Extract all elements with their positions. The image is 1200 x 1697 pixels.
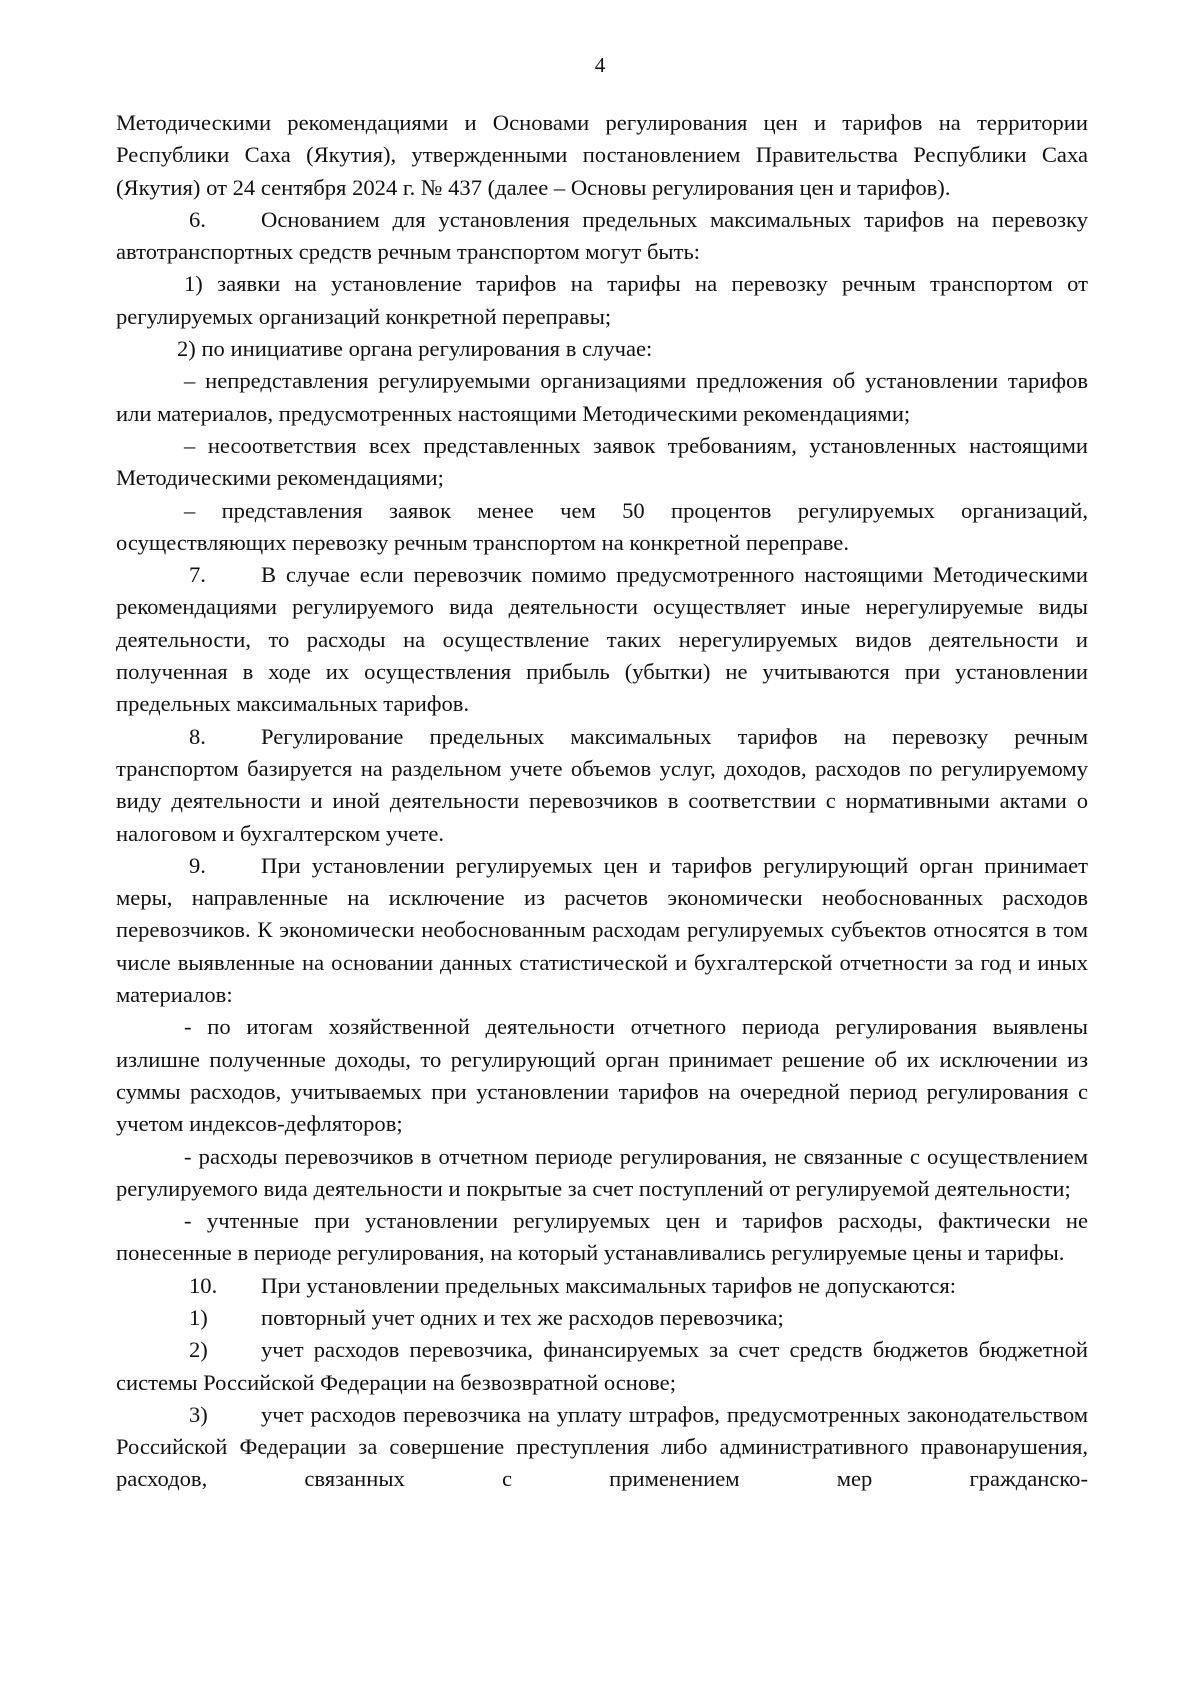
paragraph-text: 2) по инициативе органа регулирования в случае: <box>177 336 653 362</box>
paragraph-text: - расходы перевозчиков в отчетном периоде регулирования, не связанные с осуществлением регулируемого вида деятельности и покрытые за счет поступлений от регулируемой деятельности; <box>116 1143 1088 1201</box>
paragraph-number: 10. <box>189 1272 218 1298</box>
paragraph-number: 1) <box>189 1304 208 1330</box>
paragraph <box>116 365 1088 430</box>
paragraph-number: 6. <box>189 206 206 232</box>
paragraph-text: – представления заявок менее чем 50 процентов регулируемых организаций, осуществляющих перевозку речным транспортом на конкретной переправе. <box>116 497 1088 555</box>
paragraph <box>116 1334 1088 1399</box>
paragraph-text: Методическими рекомендациями и Основами регулирования цен и тарифов на территории Республики Саха (Якутия), утвержденными постановлением Правительства Республики Саха (Якутия) от 24 сентября 2024 г. № 437 (далее – Основы регулирования цен и тарифов). <box>116 110 1088 200</box>
paragraph-text: Регулирование предельных максимальных тарифов на перевозку речным транспортом базируется на раздельном учете объемов услуг, доходов, расходов по регулируемому виду деятельности и иной деятельности перевозчиков в соответствии с нормативными актами о налоговом и бухгалтерском учете. <box>116 723 1088 846</box>
paragraph <box>116 850 1088 1011</box>
paragraph <box>116 1270 1088 1302</box>
paragraph-text: – несоответствия всех представленных заявок требованиям, установленных настоящими Методическими рекомендациями; <box>116 432 1088 491</box>
paragraph <box>116 268 1088 333</box>
paragraph <box>116 1011 1088 1140</box>
paragraph <box>116 559 1088 720</box>
paragraph <box>116 495 1088 560</box>
paragraph <box>116 1205 1088 1270</box>
paragraph-text: Основанием для установления предельных максимальных тарифов на перевозку автотранспортных средств речным транспортом могут быть: <box>116 206 1088 265</box>
paragraph-text: При установлении регулируемых цен и тарифов регулирующий орган принимает меры, направленные на исключение из расчетов экономически необоснованных расходов перевозчиков. К экономически необоснованным расходам регулируемых субъектов относятся в том числе выявленные на основании данных статистической и бухгалтерской отчетности за год и иных материалов: <box>116 852 1088 1008</box>
paragraph-number: 9. <box>189 852 206 878</box>
paragraph <box>116 204 1088 269</box>
document-body <box>116 107 1088 1496</box>
paragraph <box>116 430 1088 495</box>
paragraph <box>116 721 1088 850</box>
paragraph-text: При установлении предельных максимальных тарифов не допускаются: <box>261 1272 957 1298</box>
paragraph-text: повторный учет одних и тех же расходов перевозчика; <box>261 1304 784 1330</box>
paragraph <box>116 333 1088 365</box>
paragraph-text: 1) заявки на установление тарифов на тарифы на перевозку речным транспортом от регулируемых организаций конкретной переправы; <box>116 271 1088 329</box>
paragraph-number: 8. <box>189 723 206 749</box>
paragraph-number: 2) <box>189 1337 208 1363</box>
paragraph <box>116 1302 1088 1334</box>
paragraph <box>116 1141 1088 1206</box>
paragraph-text: В случае если перевозчик помимо предусмотренного настоящими Методическими рекомендациями регулируемого вида деятельности осуществляет иные нерегулируемые виды деятельности, то расходы на осуществление таких нерегулируемых видов деятельности и полученная в ходе их осуществления прибыль (убытки) не учитываются при установлении предельных максимальных тарифов. <box>116 562 1088 717</box>
paragraph-text: - учтенные при установлении регулируемых цен и тарифов расходы, фактически не понесенные в периоде регулирования, на который устанавливались регулируемые цены и тарифы. <box>116 1208 1088 1266</box>
paragraph-number: 7. <box>189 562 206 588</box>
paragraph-number: 3) <box>189 1401 208 1427</box>
paragraph-text: учет расходов перевозчика на уплату штрафов, предусмотренных законодательством Российской Федерации за совершение преступления либо административного правонарушения, расходов, связанных с применением мер гражданско- <box>116 1401 1088 1492</box>
paragraph-text: учет расходов перевозчика, финансируемых за счет средств бюджетов бюджетной системы Российской Федерации на безвозвратной основе; <box>116 1337 1088 1395</box>
paragraph-text: – непредставления регулируемыми организациями предложения об установлении тарифов или материалов, предусмотренных настоящими Методическими рекомендациями; <box>116 368 1088 426</box>
page-number: 4 <box>594 53 606 77</box>
paragraph-text: - по итогам хозяйственной деятельности отчетного периода регулирования выявлены излишне полученные доходы, то регулирующий орган принимает решение об их исключении из суммы расходов, учитываемых при установлении тарифов на очередной период регулирования с учетом индексов-дефляторов; <box>116 1014 1088 1137</box>
paragraph <box>116 1399 1088 1496</box>
paragraph <box>116 107 1088 204</box>
